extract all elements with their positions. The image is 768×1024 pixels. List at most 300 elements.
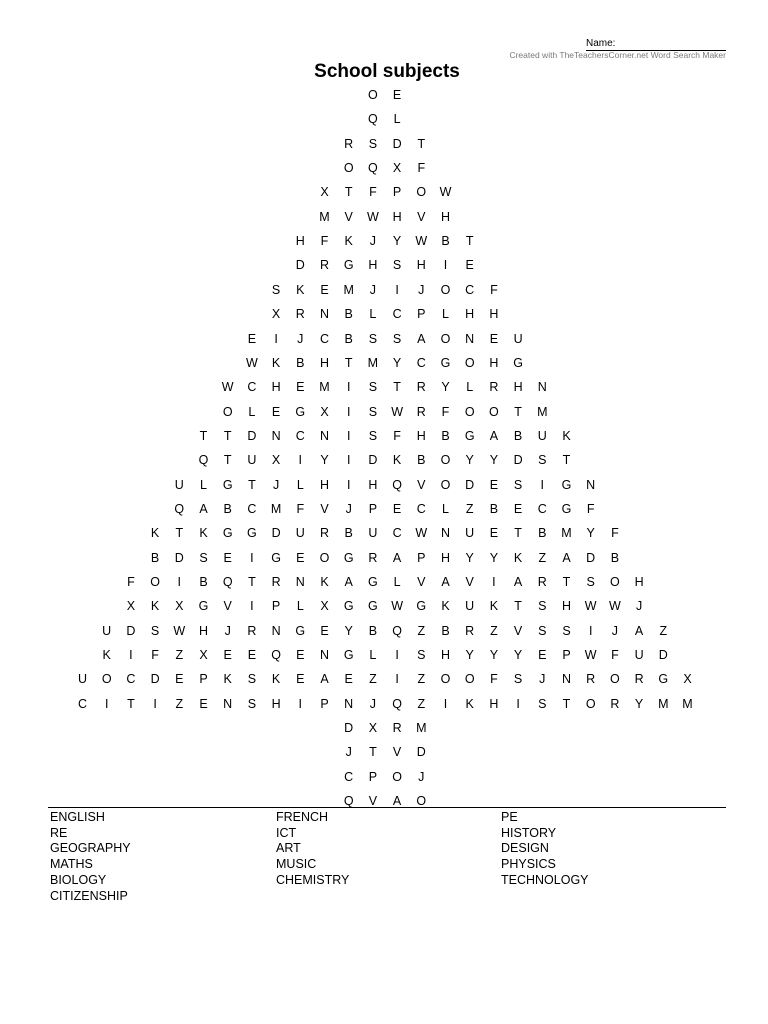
grid-letter: H [198,623,209,638]
grid-letter: B [344,526,353,541]
grid-letter: P [417,307,426,322]
grid-letter: B [344,331,353,346]
grid-letter: J [369,234,377,249]
grid-letter: P [320,696,329,711]
grid-letter: H [465,307,475,322]
grid-letter: S [513,672,523,687]
grid-letter: H [416,258,426,273]
grid-letter: V [320,501,329,516]
grid-letter: F [490,282,498,297]
grid-letter: Z [417,696,426,711]
grid-letter: V [417,209,426,224]
grid-letter: X [271,307,281,322]
grid-letter: L [393,112,401,127]
grid-letter: I [153,696,157,711]
grid-letter: D [392,136,402,151]
grid-letter: C [392,307,402,322]
grid-letter: B [223,501,232,516]
grid-letter: I [129,648,133,663]
grid-letter: Y [441,380,450,395]
grid-letter: C [416,501,426,516]
grid-letter: I [516,696,520,711]
grid-letter: M [343,282,354,297]
grid-letter: B [441,234,450,249]
grid-letter: E [296,672,305,687]
word-list-item: ENGLISH [50,810,105,824]
grid-letter: F [611,648,619,663]
grid-letter: Z [175,648,184,663]
grid-letter: Y [634,696,644,711]
grid-letter: F [417,161,426,176]
grid-letter: W [584,648,597,663]
grid-letter: T [344,355,353,370]
grid-letter: X [392,161,402,176]
grid-letter: Y [586,526,595,541]
grid-letter: T [562,453,571,468]
word-list-item: CITIZENSHIP [50,888,128,903]
word-list-item: ART [276,841,301,856]
grid-letter: S [392,331,402,346]
grid-letter: H [368,477,378,492]
grid-letter: H [392,209,402,224]
grid-letter: H [489,355,499,370]
grid-letter: P [562,648,571,663]
grid-letter: B [513,428,523,443]
grid-letter: C [126,672,136,687]
grid-letter: U [537,428,547,443]
grid-letter: A [417,331,426,346]
grid-letter: N [537,380,547,395]
grid-letter: P [368,769,378,784]
grid-letter: G [343,550,354,565]
grid-letter: K [150,526,160,541]
grid-letter: G [368,575,378,589]
grid-letter: Q [343,794,354,809]
grid-letter: G [343,599,354,614]
grid-letter: C [319,331,330,346]
grid-letter: D [513,453,523,468]
grid-letter: E [296,550,305,565]
grid-letter: V [417,575,426,589]
grid-letter: S [368,331,378,346]
grid-letter: Y [489,550,499,565]
grid-letter: K [271,672,281,687]
grid-letter: G [271,550,281,565]
grid-letter: Z [417,672,426,687]
grid-letter: H [271,380,281,395]
grid-letter: X [199,648,208,663]
grid-letter: L [200,477,207,492]
grid-letter: I [540,477,545,492]
grid-letter: T [393,380,401,395]
word-list-item: ICT [276,825,297,840]
grid-letter: W [366,209,379,224]
grid-letter: N [586,477,596,492]
grid-letter: Y [465,648,474,663]
grid-letter: G [440,355,451,370]
word-list-item: HISTORY [501,825,557,840]
grid-letter: V [344,209,353,224]
grid-letter: R [489,380,499,395]
grid-letter: M [319,380,330,395]
grid-letter: G [295,404,306,419]
grid-letter: B [489,501,499,516]
grid-letter: X [175,599,184,614]
grid-letter: P [417,550,426,565]
grid-letter: H [513,380,523,395]
grid-letter: X [126,599,136,614]
grid-letter: Q [392,696,402,711]
grid-letter: H [489,307,499,322]
grid-letter: P [271,599,281,614]
grid-letter: D [368,453,378,468]
grid-letter: S [368,380,378,395]
grid-letter: K [562,428,571,443]
grid-letter: V [368,794,378,809]
grid-letter: R [392,721,402,736]
grid-letter: W [173,623,186,638]
grid-letter: J [369,282,377,297]
grid-letter: S [538,623,547,638]
grid-letter: I [395,282,399,297]
grid-letter: E [538,648,547,663]
grid-letter: X [320,185,329,200]
grid-letter: O [440,672,451,687]
grid-letter: E [489,331,499,346]
grid-letter: D [271,526,281,541]
grid-letter: O [392,769,402,784]
grid-letter: V [513,623,523,638]
grid-letter: F [320,234,329,249]
grid-letter: F [127,575,135,589]
grid-letter: N [561,672,572,687]
word-list-item: TECHNOLOGY [501,872,589,887]
grid-letter: C [392,526,402,541]
grid-letter: H [271,696,281,711]
grid-letter: R [271,575,281,589]
grid-letter: R [344,136,354,151]
grid-letter: Q [271,648,281,663]
grid-letter: J [369,696,377,711]
divider [48,807,726,808]
word-list-item: PHYSICS [501,857,556,872]
grid-letter: F [441,404,450,419]
grid-letter: N [271,623,281,638]
grid-letter: G [343,258,354,273]
grid-letter: L [369,648,377,663]
grid-letter: B [610,550,620,565]
grid-letter: S [538,599,547,614]
grid-letter: Z [490,623,498,638]
grid-letter: K [344,234,353,249]
grid-letter: F [586,501,595,516]
grid-letter: W [391,599,403,614]
grid-letter: T [562,696,571,711]
grid-letter: F [151,648,159,663]
word-list-item: CHEMISTRY [276,872,350,887]
grid-letter: T [127,696,135,711]
grid-letter: R [610,696,620,711]
grid-letter: N [344,696,354,711]
grid-letter: O [343,161,354,176]
grid-letter: J [418,282,425,297]
grid-letter: O [222,404,233,419]
grid-letter: C [247,380,257,395]
grid-letter: U [102,623,112,638]
grid-letter: Y [489,453,499,468]
grid-letter: O [440,453,451,468]
grid-letter: I [250,599,254,614]
grid-letter: B [538,526,547,541]
grid-letter: I [346,453,351,468]
grid-letter: E [392,88,402,102]
grid-letter: R [295,307,305,322]
grid-letter: I [588,623,593,638]
grid-letter: W [221,380,234,395]
grid-letter: W [245,355,258,370]
grid-letter: M [319,209,330,224]
grid-letter: H [440,648,451,663]
grid-letter: H [561,599,572,614]
grid-letter: G [343,648,354,663]
grid-letter: J [272,477,280,492]
grid-letter: V [417,477,426,492]
grid-letter: V [392,745,402,760]
grid-letter: S [368,136,378,151]
grid-letter: H [368,258,378,273]
grid-letter: Z [659,623,668,638]
grid-letter: G [198,599,209,614]
grid-letter: Y [489,648,499,663]
grid-letter: S [562,623,571,638]
grid-letter: G [416,599,427,614]
grid-letter: U [634,648,644,663]
grid-letter: D [247,428,257,443]
grid-letter: E [199,696,208,711]
grid-letter: P [199,672,208,687]
grid-letter: K [392,453,402,468]
grid-letter: R [537,575,547,589]
word-list-item: PE [501,810,518,824]
grid-letter: Z [417,623,426,638]
grid-letter: K [102,648,111,663]
grid-letter: Q [392,623,402,638]
grid-letter: E [465,258,474,273]
grid-letter: S [199,550,208,565]
grid-letter: K [296,282,305,297]
grid-letter: N [271,428,281,443]
grid-letter: T [223,428,232,443]
grid-letter: S [392,258,402,273]
grid-letter: I [346,477,351,492]
grid-letter: J [635,599,643,614]
grid-letter: D [416,745,426,760]
grid-letter: A [489,428,499,443]
grid-letter: H [416,428,426,443]
grid-letter: S [513,477,523,492]
grid-letter: N [319,648,330,663]
grid-letter: H [295,234,305,249]
grid-letter: D [295,258,305,273]
grid-letter: S [247,696,257,711]
grid-letter: A [513,575,523,589]
grid-letter: B [368,623,378,638]
grid-letter: X [320,599,329,614]
grid-letter: T [514,404,522,419]
grid-letter: Q [222,575,233,589]
grid-letter: Q [368,112,378,127]
grid-letter: M [561,526,572,541]
grid-letter: N [465,331,475,346]
grid-letter: C [247,501,257,516]
grid-letter: Y [344,623,353,638]
grid-letter: I [346,404,351,419]
grid-letter: D [586,550,596,565]
grid-letter: T [248,477,256,492]
grid-letter: L [296,599,304,614]
grid-letter: J [418,769,425,784]
grid-letter: B [441,428,450,443]
grid-letter: S [538,453,547,468]
grid-letter: H [319,355,330,370]
grid-letter: R [247,623,257,638]
grid-letter: C [295,428,305,443]
grid-letter: G [561,501,572,516]
grid-letter: R [416,404,426,419]
grid-letter: O [101,672,112,687]
grid-letter: O [440,282,451,297]
grid-letter: M [367,355,379,370]
grid-letter: E [175,672,184,687]
grid-letter: F [369,185,377,200]
word-list-item: MUSIC [276,857,317,872]
grid-letter: D [126,623,136,638]
grid-letter: E [489,526,499,541]
grid-letter: I [298,453,303,468]
grid-letter: K [441,599,450,614]
grid-letter: C [77,696,88,711]
grid-letter: I [395,672,399,687]
grid-letter: A [199,501,208,516]
grid-letter: A [392,794,402,809]
grid-letter: U [295,526,305,541]
grid-letter: F [611,526,619,541]
grid-letter: G [464,428,475,443]
grid-letter: E [247,331,257,346]
word-list-item: FRENCH [276,810,329,824]
grid-letter: R [586,672,596,687]
grid-letter: H [634,575,644,589]
grid-letter: D [174,550,184,565]
grid-letter: J [224,623,231,638]
grid-letter: T [562,575,571,589]
grid-letter: T [223,453,232,468]
grid-letter: I [298,696,303,711]
grid-letter: P [368,501,378,516]
grid-letter: F [490,672,498,687]
grid-letter: D [344,721,354,736]
grid-letter: S [586,575,595,589]
grid-letter: F [296,501,305,516]
grid-letter: E [271,404,281,419]
grid-letter: K [199,526,208,541]
grid-letter: A [392,550,402,565]
grid-letter: C [344,769,354,784]
grid-letter: S [368,428,378,443]
grid-letter: A [320,672,329,687]
grid-letter: Q [392,477,402,492]
grid-letter: L [369,307,377,322]
grid-letter: B [296,355,305,370]
grid-letter: L [296,477,304,492]
grid-letter: T [369,745,377,760]
grid-letter: U [174,477,184,492]
grid-letter: E [392,501,402,516]
grid-letter: K [223,672,232,687]
grid-letter: B [417,453,426,468]
grid-letter: K [150,599,160,614]
grid-letter: K [513,550,523,565]
grid-letter: W [608,599,621,614]
grid-letter: V [465,575,474,589]
grid-letter: I [104,696,109,711]
grid-letter: E [223,648,232,663]
word-list-item: MATHS [50,857,93,872]
grid-letter: E [296,380,305,395]
grid-letter: R [465,623,475,638]
grid-letter: W [439,185,452,200]
grid-letter: S [368,404,378,419]
grid-letter: W [415,234,428,249]
grid-letter: E [247,648,257,663]
credit-line: Created with TheTeachersCorner.net Word Search Maker [509,50,726,60]
grid-letter: Y [392,355,402,370]
grid-letter: O [368,88,378,102]
grid-letter: L [393,575,401,589]
grid-letter: A [441,575,450,589]
grid-letter: Z [175,696,184,711]
grid-letter: Y [513,648,523,663]
grid-letter: X [271,453,281,468]
grid-letter: W [391,404,403,419]
grid-letter: R [416,380,426,395]
grid-letter: J [539,672,546,687]
grid-letter: I [443,696,448,711]
grid-letter: R [319,526,330,541]
grid-letter: V [223,599,232,614]
grid-letter: O [150,575,160,589]
grid-letter: U [368,526,378,541]
grid-letter: J [297,331,304,346]
grid-letter: D [150,672,160,687]
grid-letter: T [514,526,522,541]
grid-letter: G [658,672,669,687]
grid-letter: T [465,234,474,249]
grid-letter: F [393,428,401,443]
grid-letter: E [513,501,523,516]
grid-letter: B [344,307,353,322]
grid-letter: M [416,721,427,736]
grid-letter: H [440,209,451,224]
grid-letter: E [296,648,305,663]
grid-letter: L [466,380,474,395]
grid-letter: B [150,550,160,565]
word-list-item: BIOLOGY [50,872,107,887]
grid-letter: T [175,526,184,541]
grid-letter: R [319,258,330,273]
grid-letter: Q [174,501,185,516]
grid-letter: Q [198,453,209,468]
